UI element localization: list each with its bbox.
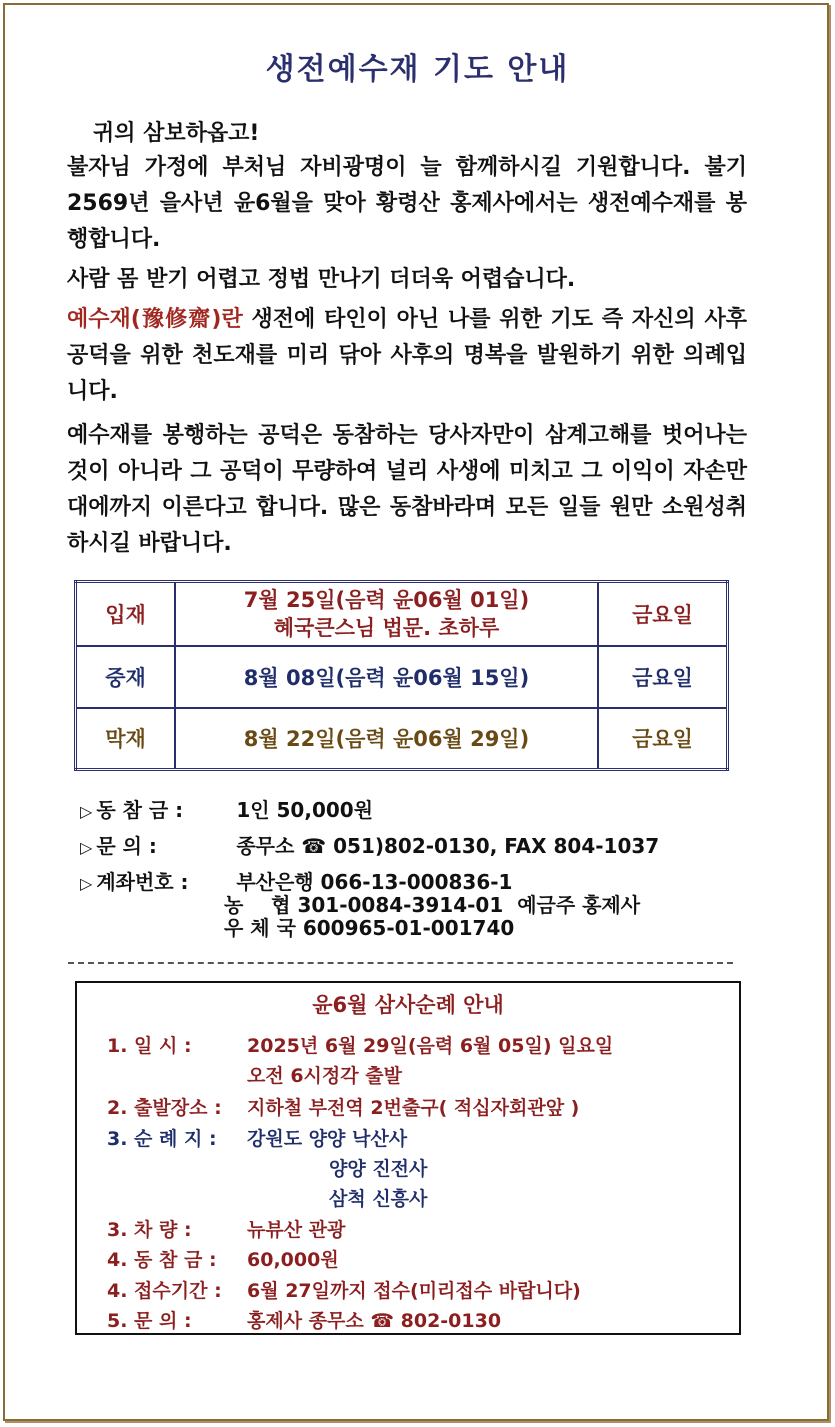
pilgrimage-row-value: 오전 6시정각 출발 <box>247 1065 402 1087</box>
pilgrimage-row <box>107 1061 402 1088</box>
schedule-date: 7월 25일(음력 윤06월 01일) <box>243 587 530 612</box>
pilgrimage-row <box>107 1093 579 1120</box>
paragraph-merit: 예수재를 봉행하는 공덕은 동참하는 당사자만이 삼계고해를 벗어나는 것이 아니라 그 공덕이 무량하여 널리 사생에 미치고 그 이익이 자손만대에까지 이른다고 합니다. 많은 동참바라며 모든 일들 원만 소원성취하시길 바랍니다. <box>67 423 747 556</box>
table-row <box>76 582 728 646</box>
yesujae-term: 예수재(豫修齋)란 <box>67 307 243 332</box>
pilgrimage-row <box>329 1184 427 1211</box>
schedule-label: 중재 <box>76 646 176 708</box>
schedule-day: 금요일 <box>598 708 728 770</box>
schedule-note: 혜국큰스님 법문. 초하루 <box>273 615 500 640</box>
info-fee <box>80 794 373 823</box>
pilgrimage-row-value: 2025년 6월 29일(음력 6월 05일) 일요일 <box>247 1035 614 1057</box>
pilgrimage-row-value: 60,000원 <box>247 1249 339 1271</box>
schedule-date-cell <box>175 582 598 646</box>
greeting: 귀의 삼보하옵고! <box>93 121 260 146</box>
info-account-2: 농 협 301-0084-3914-01 예금주 홍제사 <box>224 893 641 917</box>
schedule-label: 입재 <box>76 582 176 646</box>
pilgrimage-row-key: 4. 동 참 금 : <box>107 1249 217 1271</box>
info-contact <box>80 830 659 859</box>
triangle-icon: ▷ <box>80 874 93 893</box>
dashed-divider <box>68 962 733 964</box>
pilgrimage-row <box>107 1215 345 1242</box>
info-account-3: 우 체 국 600965-01-001740 <box>224 916 515 940</box>
info-contact-value: 종무소 ☎ 051)802-0130, FAX 804-1037 <box>236 834 660 858</box>
pilgrimage-row <box>107 1306 501 1333</box>
pilgrimage-box <box>75 981 741 1335</box>
pilgrimage-row-value: 강원도 양양 낙산사 <box>247 1128 408 1150</box>
table-row <box>76 708 728 770</box>
pilgrimage-title: 윤6월 삼사순례 안내 <box>312 993 504 1017</box>
schedule-date: 8월 22일(음력 윤06월 29일) <box>175 708 598 770</box>
pilgrimage-row-key: 5. 문 의 : <box>107 1310 192 1332</box>
pilgrimage-row-key: 4. 접수기간 : <box>107 1280 222 1302</box>
pilgrimage-row-value: 뉴뷰산 관광 <box>247 1219 346 1241</box>
pilgrimage-row-value: 삼척 신흥사 <box>329 1188 428 1210</box>
info-account-label: 계좌번호 : <box>96 870 189 894</box>
schedule-table <box>74 580 729 771</box>
page-title: 생전예수재 기도 안내 <box>265 52 570 87</box>
pilgrimage-row-value: 홍제사 종무소 ☎ 802-0130 <box>247 1310 502 1332</box>
pilgrimage-row-key: 3. 차 량 : <box>107 1219 192 1241</box>
pilgrimage-row <box>107 1276 581 1303</box>
pilgrimage-row-value: 지하철 부전역 2번출구( 적십자회관앞 ) <box>247 1097 580 1119</box>
schedule-day: 금요일 <box>598 646 728 708</box>
pilgrimage-row <box>329 1154 427 1181</box>
paragraph-intro: 불자님 가정에 부처님 자비광명이 늘 함께하시길 기원합니다. 불기2569년 을사년 윤6월을 맞아 황령산 홍제사에서는 생전예수재를 봉행합니다. <box>67 155 747 252</box>
schedule-date: 8월 08일(음력 윤06월 15일) <box>175 646 598 708</box>
yesujae-definition: 생전에 타인이 아닌 나를 위한 기도 즉 자신의 사후 공덕을 위한 천도재를 미리 닦아 사후의 명복을 발원하기 위한 의례입니다. <box>67 307 747 404</box>
schedule-day: 금요일 <box>598 582 728 646</box>
pilgrimage-row-key: 1. 일 시 : <box>107 1035 192 1057</box>
triangle-icon: ▷ <box>80 802 93 821</box>
info-fee-value: 1인 50,000원 <box>236 798 374 822</box>
triangle-icon: ▷ <box>80 838 93 857</box>
info-account-1: 부산은행 066-13-000836-1 <box>236 870 513 894</box>
paragraph-yesujae <box>67 302 747 410</box>
pilgrimage-row-key: 3. 순 례 지 : <box>107 1128 217 1150</box>
pilgrimage-row-value: 양양 진전사 <box>329 1158 428 1180</box>
info-fee-label: 동 참 금 : <box>96 798 184 822</box>
pilgrimage-row-value: 6월 27일까지 접수(미리접수 바랍니다) <box>247 1280 581 1302</box>
pilgrimage-row <box>107 1124 407 1151</box>
pilgrimage-row <box>107 1031 613 1058</box>
table-row <box>76 646 728 708</box>
pilgrimage-row <box>107 1245 339 1272</box>
schedule-label: 막재 <box>76 708 176 770</box>
pilgrimage-row-key: 2. 출발장소 : <box>107 1097 222 1119</box>
info-contact-label: 문 의 : <box>96 834 157 858</box>
paragraph-dharma: 사람 몸 받기 어렵고 정법 만나기 더더욱 어렵습니다. <box>67 267 576 292</box>
